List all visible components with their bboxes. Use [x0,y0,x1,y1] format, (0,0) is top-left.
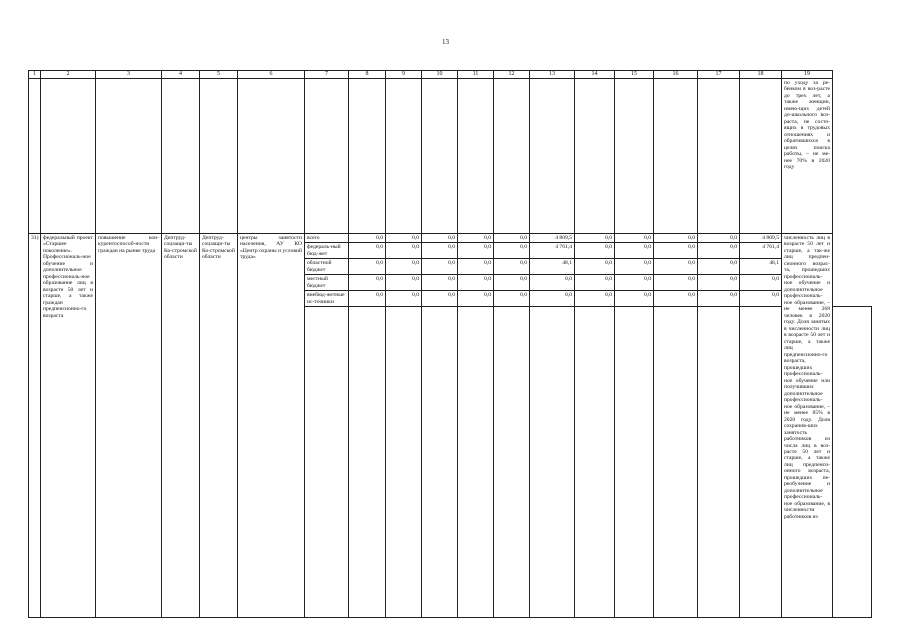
value-cell: 0,0 [698,234,740,243]
value-cell: 0,0 [458,275,494,291]
value-cell: 0,0 [422,275,458,291]
source-label: федераль-ный бюд-жет [305,243,349,259]
value-cell: 0,0 [386,291,422,307]
column-header: 12 [494,71,530,79]
column-header: 8 [349,71,386,79]
value-cell: 0,0 [458,291,494,307]
value-cell: 0,0 [386,234,422,243]
value-cell: 4 809,5 [530,234,575,243]
value-cell: 0,0 [494,291,530,307]
header-row [29,71,872,79]
value-cell: 0,0 [458,243,494,259]
value-cell: 0,0 [349,259,386,275]
value-cell: 0,0 [698,275,740,291]
value-cell: 4 761,4 [530,243,575,259]
value-cell: 0,0 [349,234,386,243]
column-header: 10 [422,71,458,79]
value-cell: 0,0 [615,234,654,243]
entry-goal: повышение кон-курентоспособ-ности граждан на рынке труда [96,234,162,618]
column-header: 18 [740,71,782,79]
column-header: 16 [654,71,698,79]
column-header: 15 [615,71,654,79]
value-cell: 0,0 [458,234,494,243]
entry-indicator: численность лиц в возрасте 50 лет и старше, а так-же лиц предпен-сионного возрас-та, прошедших профессиональ-ное обучение и дополнительное профессиональ-ное образование, – не менее 268 человек в 2020 году. Доля занятых в численности лиц в возрасте 50 лет и старше, а также лиц предпенсионно-го возраста, прошедших профессиональ-ное обучение или получивших дополнительное профессиональ-ное образование, – не менее 85% в 2020 году. Доля сохранив-ших занятость работников из числа лиц в воз-расте 50 лет и старше, а также лиц предпенси-онного возраста, прошедших пе-реобучение и дополнительное профессиональ-ное образование, в численности работников из [782,234,833,618]
entry-name: федеральный проект «Старшее поколение». Профессиональ-ное обучение и дополнительное профессиональ-ное образование лиц в возрасте 50 лет и старше, а также граждан предпенсионно-го возраста [41,234,96,618]
value-cell: 0,0 [575,243,615,259]
value-cell: 0,0 [654,259,698,275]
column-header: 14 [575,71,615,79]
value-cell: 0,0 [494,275,530,291]
value-cell: 0,0 [575,291,615,307]
source-label: местный бюджет [305,275,349,291]
value-cell: 0,0 [349,291,386,307]
column-header: 19 [782,71,833,79]
value-cell: 0,0 [386,243,422,259]
value-cell: 0,0 [422,243,458,259]
value-cell: 0,0 [615,259,654,275]
value-cell: 0,0 [575,259,615,275]
value-cell: 0,0 [386,259,422,275]
value-cell: 0,0 [349,275,386,291]
value-cell: 0,0 [698,291,740,307]
column-header: 5 [200,71,238,79]
source-label: внебюд-жетные ис-точники [305,291,349,307]
column-header: 4 [162,71,200,79]
entry-row [29,234,872,243]
value-cell: 0,0 [654,291,698,307]
value-cell: 0,0 [386,275,422,291]
source-label: областной бюджет [305,259,349,275]
value-cell: 0,0 [530,275,575,291]
value-cell: 0,0 [654,275,698,291]
value-cell: 0,0 [615,243,654,259]
entry-participants: центры занятости населения, АУ КО «Центр охраны и условий труда» [238,234,305,618]
value-cell: 0,0 [349,243,386,259]
value-cell: 48,1 [530,259,575,275]
value-cell: 4 809,5 [740,234,782,243]
value-cell: 0,0 [458,259,494,275]
value-cell: 0,0 [654,234,698,243]
entry-coexecutor: Дептруд-соцзащи-ты Ко-стромской области [200,234,238,618]
column-header: 2 [41,71,96,79]
column-header: 17 [698,71,740,79]
column-header: 3 [96,71,162,79]
value-cell: 0,0 [615,275,654,291]
entry-executor: Дептруд-соцзащи-ты Ко-стромской области [162,234,200,618]
value-cell: 0,0 [494,259,530,275]
value-cell: 0,0 [422,234,458,243]
column-header: 1 [29,71,41,79]
column-header: 9 [386,71,422,79]
value-cell: 4 761,4 [740,243,782,259]
continuation-text: по уходу за ре-бенком в воз-расте до трех лет, а также женщин, имею-щих детей до-школьного воз-раста, не состо-ящих в трудовых отношениях и обратившихся в целях поиска работы, – не ме-нее 70% в 2020 году [782,79,833,234]
value-cell: 0,0 [698,243,740,259]
value-cell: 0,0 [654,243,698,259]
value-cell: 0,0 [422,259,458,275]
continuation-row [29,79,872,234]
column-header: 6 [238,71,305,79]
page-number: 13 [442,38,449,46]
value-cell: 0,0 [698,259,740,275]
value-cell: 0,0 [530,291,575,307]
value-cell: 48,1 [740,259,782,275]
value-cell: 0,0 [422,291,458,307]
column-header: 13 [530,71,575,79]
value-cell: 0,0 [740,291,782,307]
program-table [28,70,872,618]
value-cell: 0,0 [575,234,615,243]
column-header: 11 [458,71,494,79]
entry-number: 31) [29,234,41,618]
value-cell: 0,0 [575,275,615,291]
column-header: 7 [305,71,349,79]
value-cell: 0,0 [740,275,782,291]
value-cell: 0,0 [615,291,654,307]
value-cell: 0,0 [494,243,530,259]
source-label: всего [305,234,349,243]
value-cell: 0,0 [494,234,530,243]
